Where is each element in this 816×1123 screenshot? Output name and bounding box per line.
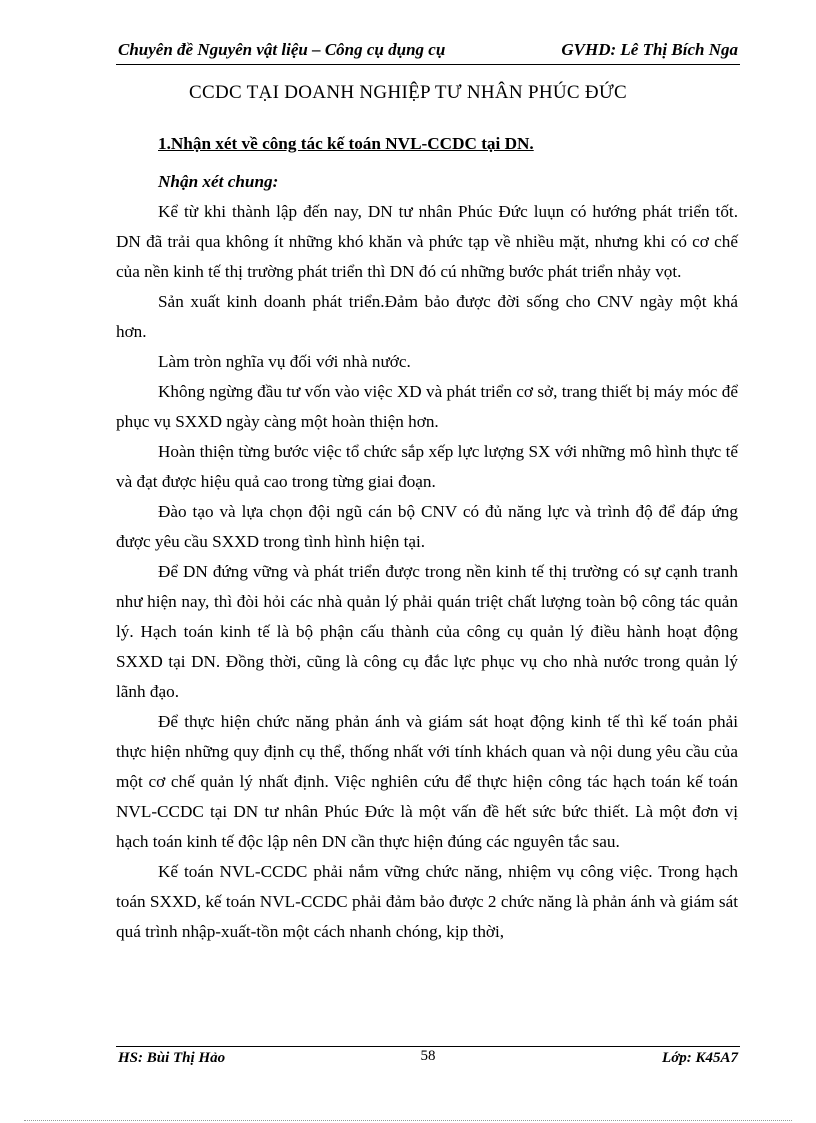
paragraph: Hoàn thiện từng bước việc tổ chức sắp xếp lực lượng SX với những mô hình thực tế và đạt được hiệu quả cao trong từng giai đoạn.	[116, 442, 738, 491]
paragraph: Không ngừng đầu tư vốn vào việc XD và phát triển cơ sở, trang thiết bị máy móc để phục vụ SXXD ngày càng một hoàn thiện hơn.	[116, 382, 738, 431]
section-heading: 1.Nhận xét về công tác kế toán NVL-CCDC tại DN.	[158, 134, 534, 153]
subheading: Nhận xét chung:	[158, 172, 279, 191]
page-number: 58	[420, 1048, 436, 1064]
header-instructor: GVHD: Lê Thị Bích Nga	[561, 40, 738, 59]
paragraph: Để thực hiện chức năng phản ánh và giám sát hoạt động kinh tế thì kế toán phải thực hiện những quy định cụ thể, thống nhất với tính khách quan và nội dung yêu cầu của một cơ chế quản lý nhất định. Việc nghiên cứu để thực hiện công tác hạch toán kế toán NVL-CCDC tại DN tư nhân Phúc Đức là một vấn đề hết sức bức thiết. Là một đơn vị hạch toán kinh tế độc lập nên DN cần thực hiện đúng các nguyên tắc sau.	[116, 712, 738, 851]
footer-class: Lớp: K45A7	[662, 1050, 738, 1066]
page-title: CCDC TẠI DOANH NGHIỆP TƯ NHÂN PHÚC ĐỨC	[189, 82, 627, 103]
footer-student: HS: Bùi Thị Hảo	[118, 1050, 226, 1066]
document-body	[116, 129, 738, 947]
paragraph: Sản xuất kinh doanh phát triển.Đảm bảo được đời sống cho CNV ngày một khá hơn.	[116, 292, 738, 341]
paragraph: Làm tròn nghĩa vụ đối với nhà nước.	[158, 352, 411, 371]
page-bottom-divider	[24, 1120, 792, 1121]
paragraph: Để DN đứng vững và phát triển được trong nền kinh tế thị trường có sự cạnh tranh như hiện nay, thì đòi hỏi các nhà quản lý phải quán triệt chất lượng toàn bộ công tác quản lý. Hạch toán kinh tế là bộ phận cấu thành của công cụ quản lý điều hành hoạt động SXXD tại DN. Đồng thời, cũng là công cụ đắc lực phục vụ cho nhà nước trong quản lý lãnh đạo.	[116, 562, 738, 701]
paragraph: Đào tạo và lựa chọn đội ngũ cán bộ CNV có đủ năng lực và trình độ để đáp ứng được yêu cầu SXXD trong tình hình hiện tại.	[116, 502, 738, 551]
paragraph: Kể từ khi thành lập đến nay, DN tư nhân Phúc Đức luụn có hướng phát triển tốt. DN đã trải qua không ít những khó khăn và phức tạp về nhiều mặt, nhưng khi có cơ chế của nền kinh tế thị trường phát triển thì DN đó cú những bước phát triển nhảy vọt.	[116, 202, 738, 281]
header-course-title: Chuyên đề Nguyên vật liệu – Công cụ dụng cụ	[118, 40, 446, 59]
page-header	[116, 38, 740, 65]
paragraph: Kế toán NVL-CCDC phải nắm vững chức năng, nhiệm vụ công việc. Trong hạch toán SXXD, kế toán NVL-CCDC phải đảm bảo được 2 chức năng là phản ánh và giám sát quá trình nhập-xuất-tồn một cách nhanh chóng, kịp thời,	[116, 862, 738, 941]
page-footer	[116, 1046, 740, 1066]
